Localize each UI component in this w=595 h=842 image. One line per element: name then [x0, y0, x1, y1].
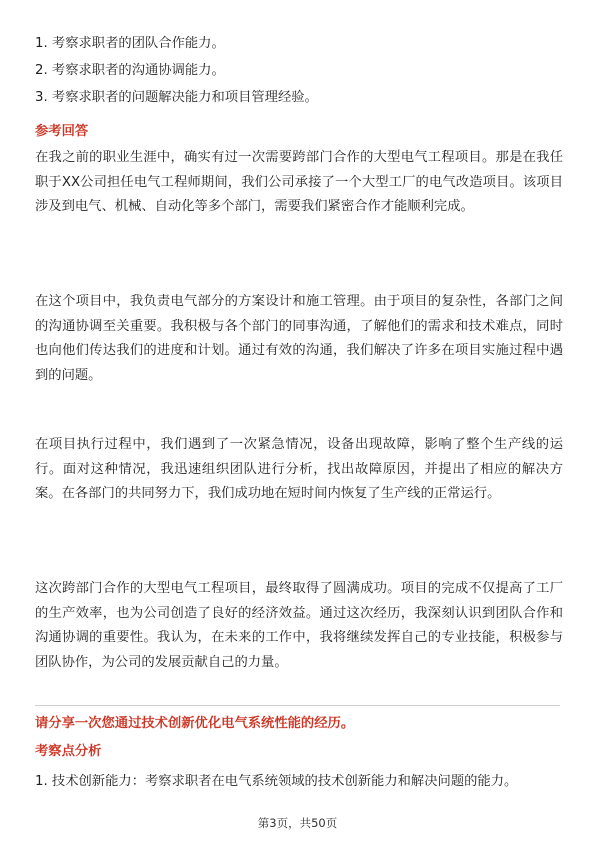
section-divider	[35, 705, 560, 706]
list-item: 2. 考察求职者的沟通协调能力。	[35, 63, 225, 78]
answer-paragraph: 这次跨部门合作的大型电气工程项目，最终取得了圆满成功。项目的完成不仅提高了工厂的生产效率，也为公司创造了良好的经济效益。通过这次经历，我深刻认识到团队合作和沟通协调的重要性。我认为，在未来的工作中，我将继续发挥自己的专业技能，积极参与团队协作，为公司的发展贡献自己的力量。	[35, 581, 563, 670]
question-heading: 请分享一次您通过技术创新优化电气系统性能的经历。	[35, 716, 355, 731]
answer-heading: 参考回答	[35, 124, 89, 139]
answer-paragraph: 在我之前的职业生涯中，确实有过一次需要跨部门合作的大型电气工程项目。那是在我任职于XX公司担任电气工程师期间，我们公司承接了一个大型工厂的电气改造项目。该项目涉及到电气、机械、自动化等多个部门，需要我们紧密合作才能顺利完成。	[35, 150, 563, 214]
list-item: 1. 考察求职者的团队合作能力。	[35, 36, 225, 51]
list-item: 3. 考察求职者的问题解决能力和项目管理经验。	[35, 90, 318, 105]
analysis-heading: 考察点分析	[35, 744, 102, 759]
list-item: 1. 技术创新能力：考察求职者在电气系统领域的技术创新能力和解决问题的能力。	[35, 774, 518, 789]
answer-paragraph: 在项目执行过程中，我们遇到了一次紧急情况，设备出现故障，影响了整个生产线的运行。面对这种情况，我迅速组织团队进行分析，找出故障原因，并提出了相应的解决方案。在各部门的共同努力下，我们成功地在短时间内恢复了生产线的正常运行。	[35, 437, 563, 501]
answer-paragraph: 在这个项目中，我负责电气部分的方案设计和施工管理。由于项目的复杂性，各部门之间的沟通协调至关重要。我积极与各个部门的同事沟通，了解他们的需求和技术难点，同时也向他们传达我们的进度和计划。通过有效的沟通，我们解决了许多在项目实施过程中遇到的问题。	[35, 294, 563, 383]
page-footer: 第3页，共50页	[257, 816, 338, 830]
